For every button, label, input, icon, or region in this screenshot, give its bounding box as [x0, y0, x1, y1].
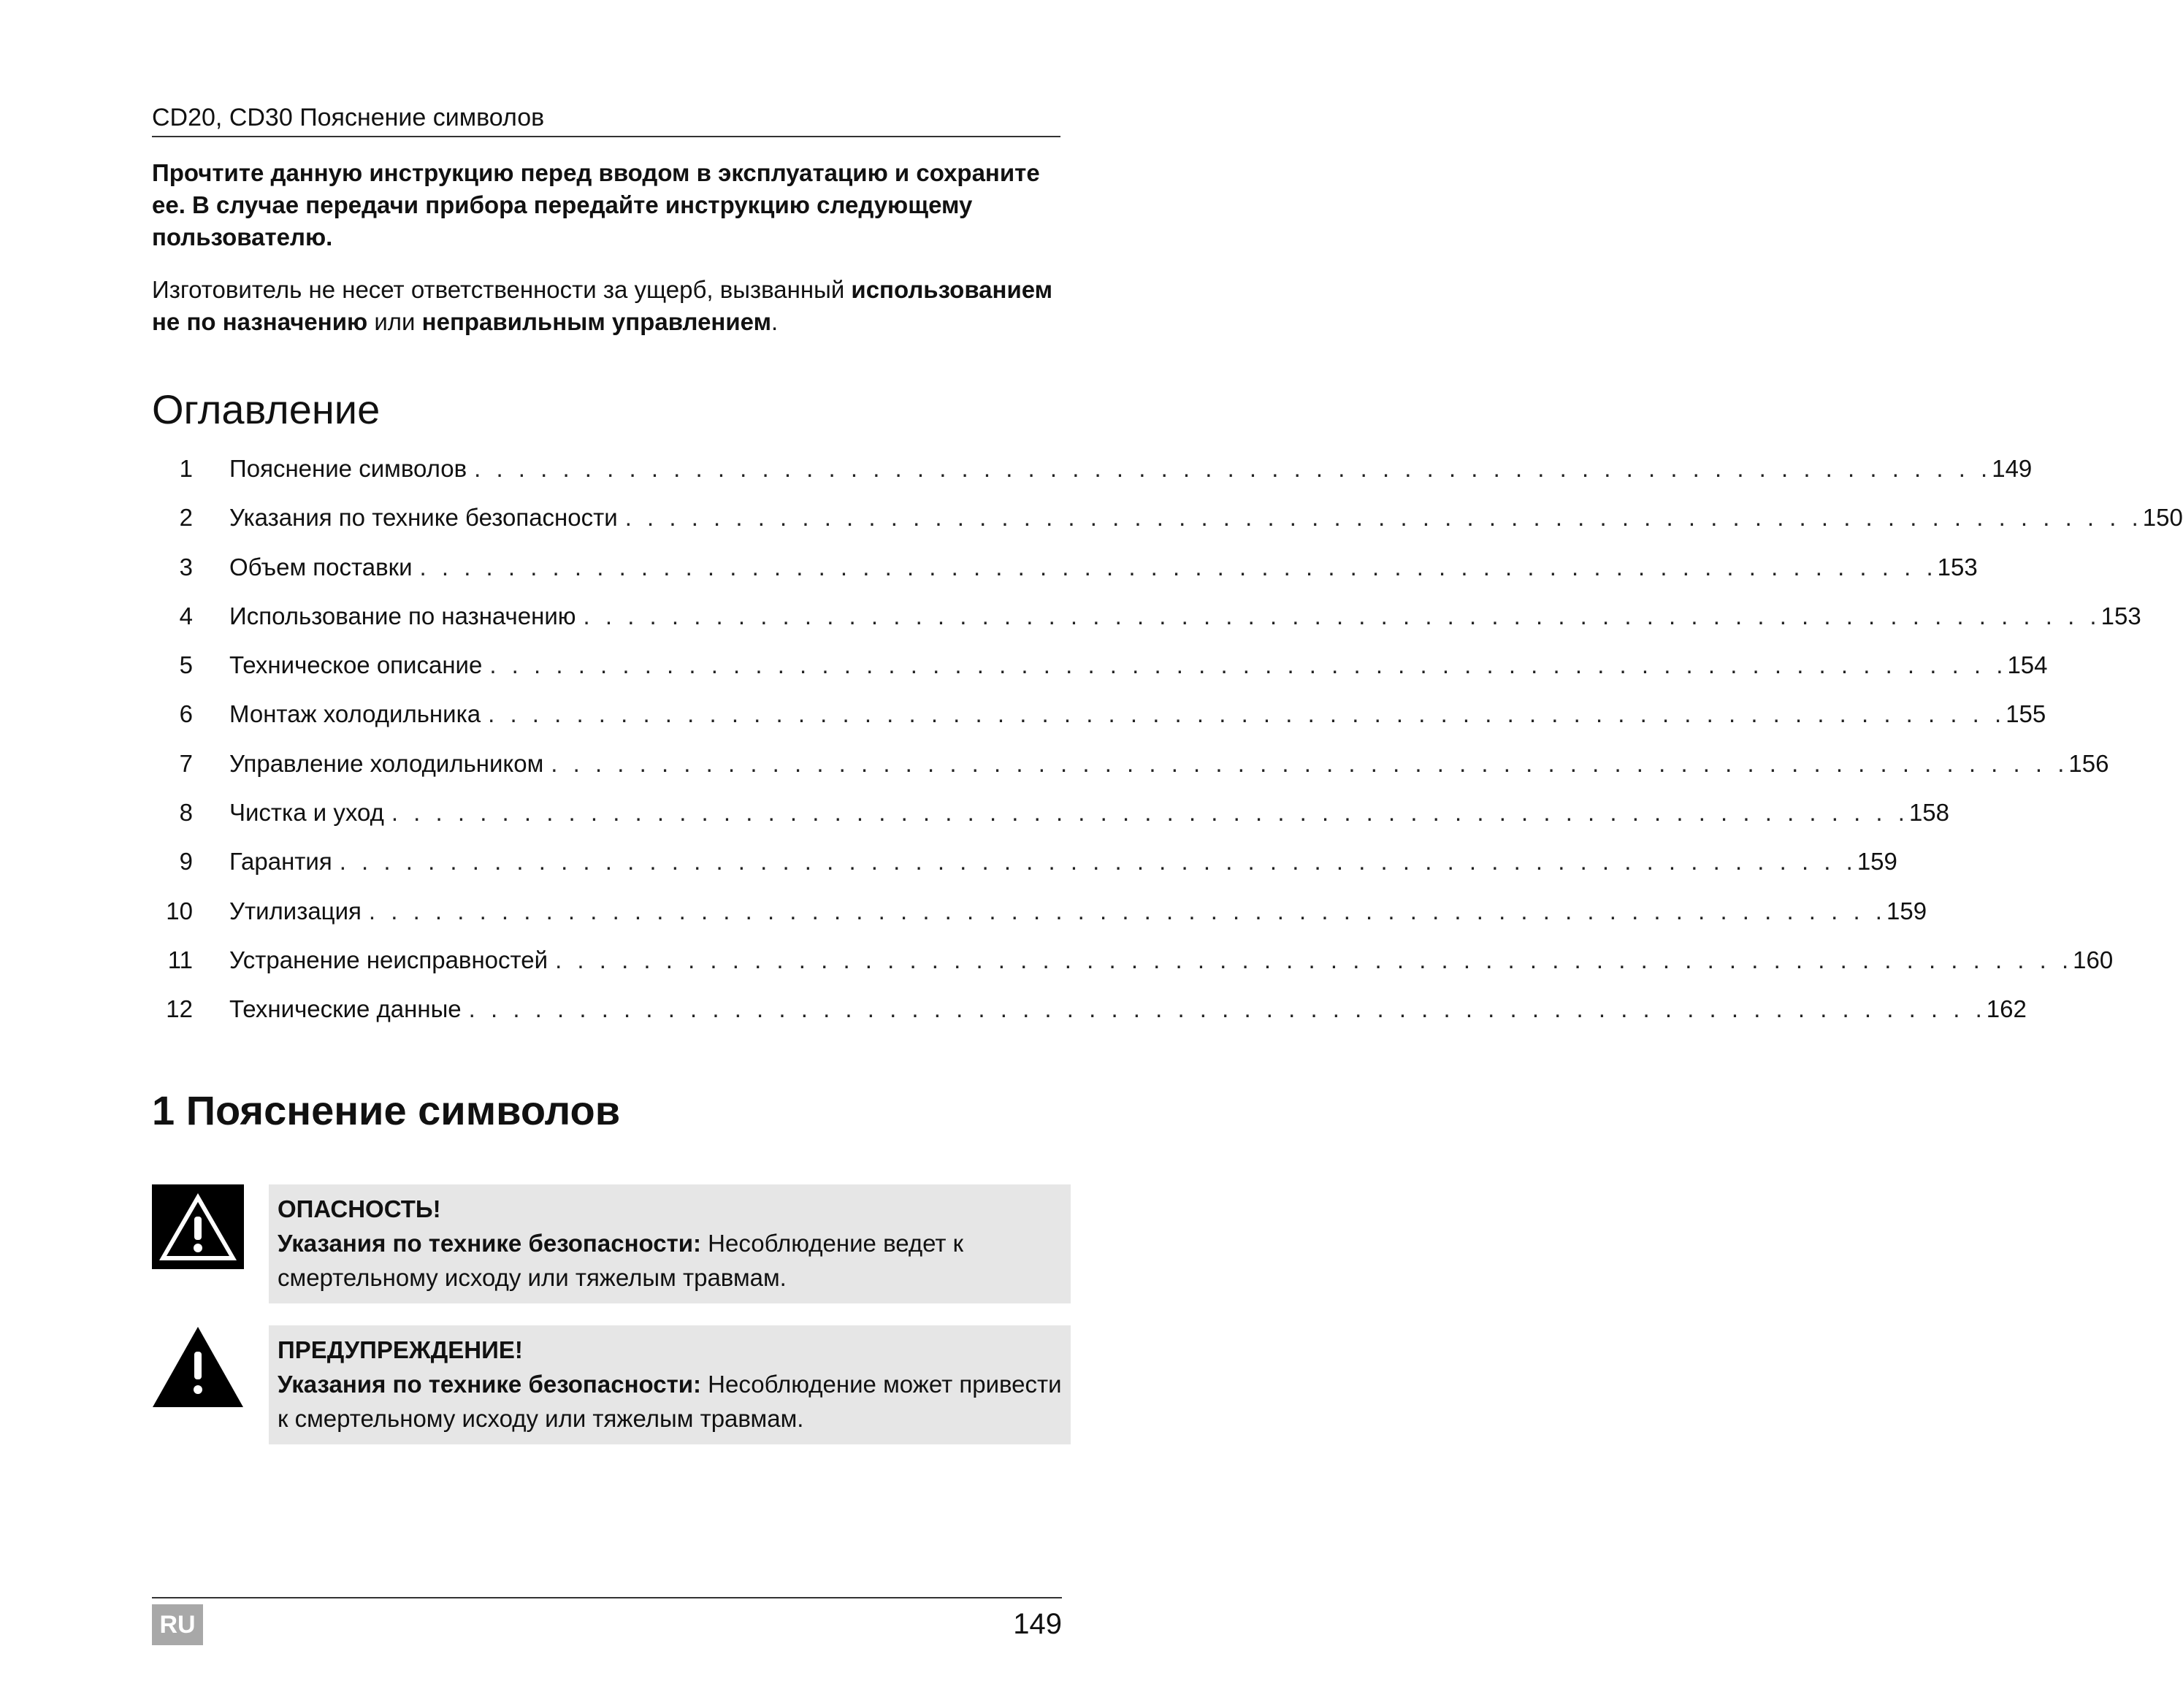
warning-notice-box	[269, 1325, 1071, 1444]
toc-entry-page: 156	[2068, 749, 2109, 777]
danger-notice-body: Несоблюдение ведет к смертельному исходу или тяжелым травмам.	[278, 1230, 964, 1291]
toc-entry-number: 7	[179, 749, 193, 777]
toc-entry-label: Использование по назначению	[229, 602, 576, 629]
danger-square-icon	[152, 1184, 244, 1269]
running-header: CD20, CD30 Пояснение символов	[152, 101, 1060, 137]
toc-entry[interactable]	[152, 744, 2109, 793]
toc-dot-leader: . . . . . . . . . . . . . . . . . . . . . . . . . . . . . . . . . . . . . . . . . . . . . . . . . . . . . . . . . . . . . . . . . . . . .	[474, 455, 1992, 482]
language-badge: RU	[152, 1604, 203, 1645]
liability-paragraph	[152, 274, 1060, 338]
toc-entry[interactable]	[152, 892, 1927, 941]
toc-dot-leader: . . . . . . . . . . . . . . . . . . . . . . . . . . . . . . . . . . . . . . . . . . . . . . . . . . . . . . . . . . . . . . . . . . . . .	[419, 553, 1938, 581]
toc-entry[interactable]	[152, 548, 1978, 597]
toc-entry-number: 8	[179, 799, 193, 827]
footer-rule	[152, 1597, 1062, 1598]
toc-entry-number: 3	[179, 553, 193, 581]
danger-notice-text	[278, 1226, 1063, 1295]
section-title: 1 Пояснение символов	[152, 1087, 621, 1133]
toc-title: Оглавление	[152, 386, 381, 432]
toc-entry[interactable]	[152, 646, 2048, 694]
toc-entry-number: 10	[166, 897, 193, 924]
toc-entry-label: Пояснение символов	[229, 455, 467, 482]
toc-entry-label: Техническое описание	[229, 651, 483, 679]
liability-bold-2: неправильным управлением	[421, 308, 771, 335]
toc-entry-number: 12	[166, 995, 193, 1023]
toc-dot-leader: . . . . . . . . . . . . . . . . . . . . . . . . . . . . . . . . . . . . . . . . . . . . . . . . . . . . . . . . . . . . . . . . . . . . .	[551, 749, 2069, 777]
toc-dot-leader: . . . . . . . . . . . . . . . . . . . . . . . . . . . . . . . . . . . . . . . . . . . . . . . . . . . . . . . . . . . . . . . . . . . . .	[583, 602, 2101, 629]
toc-entry[interactable]	[152, 989, 2027, 1038]
toc-entry-page: 149	[1992, 455, 2033, 482]
toc-entry-number: 11	[167, 946, 193, 973]
toc-entry-number: 1	[179, 455, 193, 482]
toc-entry-page: 159	[1857, 848, 1897, 876]
toc-entry-page: 150	[2142, 504, 2183, 532]
toc-entry-label: Чистка и уход	[229, 799, 384, 827]
toc-entry-label: Объем поставки	[229, 553, 413, 581]
toc-entry-number: 5	[179, 651, 193, 679]
intro-bold-paragraph: Прочтите данную инструкцию перед вводом в эксплуатацию и сохраните ее. В случае передачи прибора передайте инструкцию следующему пользователю.	[152, 159, 1040, 250]
toc-dot-leader: . . . . . . . . . . . . . . . . . . . . . . . . . . . . . . . . . . . . . . . . . . . . . . . . . . . . . . . . . . . . . . . . . . . . .	[488, 700, 2006, 728]
danger-notice-lead: Указания по технике безопасности:	[278, 1230, 702, 1257]
liability-text-3: .	[771, 308, 779, 335]
toc-entry[interactable]	[152, 498, 2183, 547]
table-of-contents	[152, 449, 2183, 1039]
danger-notice-title: ОПАСНОСТЬ!	[278, 1195, 441, 1222]
toc-entry[interactable]	[152, 597, 2141, 646]
toc-entry-label: Монтаж холодильника	[229, 700, 481, 728]
liability-bold-1: использованием не по назначению	[152, 276, 1053, 335]
toc-entry[interactable]	[152, 941, 2114, 989]
toc-dot-leader: . . . . . . . . . . . . . . . . . . . . . . . . . . . . . . . . . . . . . . . . . . . . . . . . . . . . . . . . . . . . . . . . . . . . .	[468, 995, 1987, 1023]
toc-entry-page: 162	[1986, 995, 2027, 1023]
toc-entry-page: 153	[2100, 602, 2141, 629]
toc-dot-leader: . . . . . . . . . . . . . . . . . . . . . . . . . . . . . . . . . . . . . . . . . . . . . . . . . . . . . . . . . . . . . . . . . . . . .	[489, 651, 2008, 679]
warning-notice-body: Несоблюдение может привести к смертельному исходу или тяжелым травмам.	[278, 1371, 1062, 1432]
toc-entry[interactable]	[152, 449, 2033, 498]
warning-notice-title: ПРЕДУПРЕЖДЕНИЕ!	[278, 1336, 523, 1363]
toc-dot-leader: . . . . . . . . . . . . . . . . . . . . . . . . . . . . . . . . . . . . . . . . . . . . . . . . . . . . . . . . . . . . . . . . . . . . .	[368, 897, 1886, 924]
page-number: 149	[1013, 1608, 1062, 1640]
warning-triangle-icon	[152, 1325, 244, 1410]
warning-notice-lead: Указания по технике безопасности:	[278, 1371, 702, 1398]
toc-entry-label: Технические данные	[229, 995, 462, 1023]
liability-text-2: или	[367, 308, 422, 335]
toc-entry-number: 4	[179, 602, 193, 629]
toc-entry-label: Указания по технике безопасности	[229, 504, 618, 532]
toc-entry-page: 154	[2007, 651, 2048, 679]
toc-entry-page: 155	[2006, 700, 2046, 728]
toc-dot-leader: . . . . . . . . . . . . . . . . . . . . . . . . . . . . . . . . . . . . . . . . . . . . . . . . . . . . . . . . . . . . . . . . . . . . .	[391, 799, 1909, 827]
danger-notice-box	[269, 1184, 1071, 1303]
toc-entry-page: 158	[1908, 799, 1949, 827]
toc-entry-page: 160	[2073, 946, 2114, 973]
toc-entry[interactable]	[152, 694, 2046, 743]
toc-entry-label: Утилизация	[229, 897, 362, 924]
toc-entry-page: 153	[1937, 553, 1978, 581]
toc-entry-number: 9	[179, 848, 193, 876]
toc-entry-page: 159	[1886, 897, 1927, 924]
toc-entry-number: 2	[179, 504, 193, 532]
liability-text-1: Изготовитель не несет ответственности за ущерб, вызванный	[152, 276, 852, 303]
toc-entry[interactable]	[152, 793, 1949, 842]
toc-entry-label: Гарантия	[229, 848, 332, 876]
warning-notice-text	[278, 1367, 1063, 1436]
toc-entry-label: Устранение неисправностей	[229, 946, 548, 973]
toc-entry-number: 6	[179, 700, 193, 728]
toc-dot-leader: . . . . . . . . . . . . . . . . . . . . . . . . . . . . . . . . . . . . . . . . . . . . . . . . . . . . . . . . . . . . . . . . . . . . .	[624, 504, 2143, 532]
toc-entry-label: Управление холодильником	[229, 749, 544, 777]
toc-dot-leader: . . . . . . . . . . . . . . . . . . . . . . . . . . . . . . . . . . . . . . . . . . . . . . . . . . . . . . . . . . . . . . . . . . . . .	[339, 848, 1857, 876]
toc-dot-leader: . . . . . . . . . . . . . . . . . . . . . . . . . . . . . . . . . . . . . . . . . . . . . . . . . . . . . . . . . . . . . . . . . . . . .	[555, 946, 2073, 973]
toc-entry[interactable]	[152, 842, 1897, 891]
